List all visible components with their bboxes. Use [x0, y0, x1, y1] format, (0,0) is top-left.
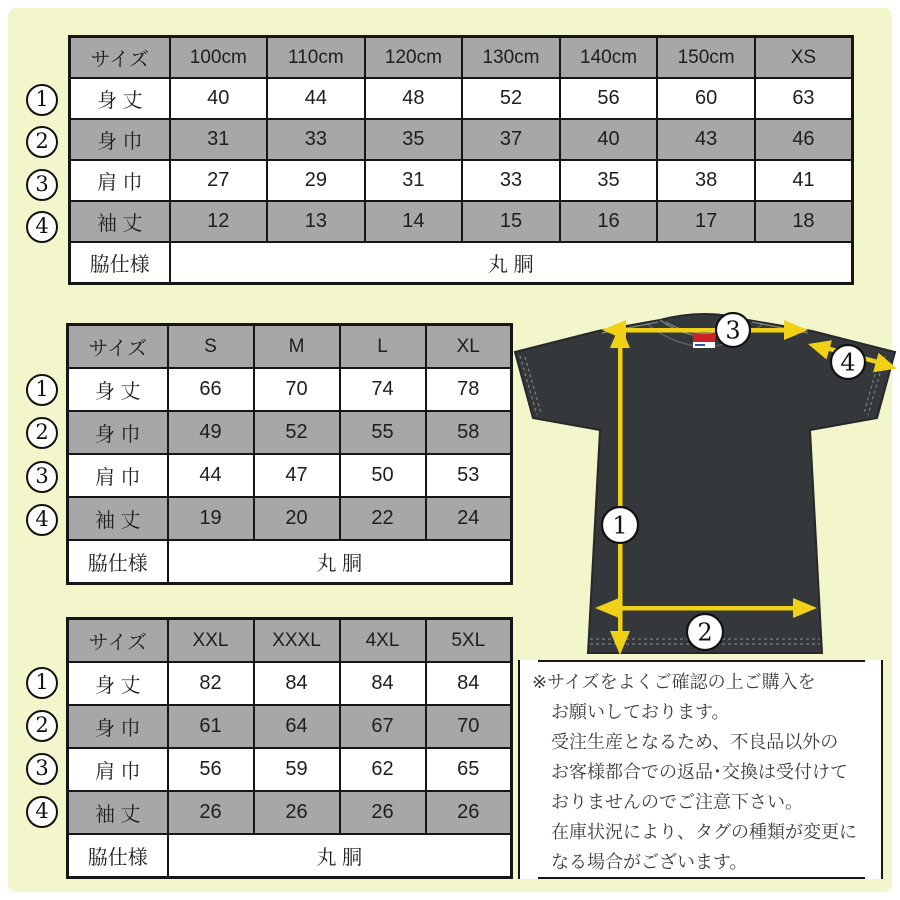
marker-digit: 4: [35, 507, 49, 531]
measure-value-cell: 31: [365, 160, 463, 201]
size-column-header: 100cm: [170, 37, 268, 79]
size-table-plus: [66, 617, 513, 879]
diagram-marker-4: [831, 345, 865, 379]
size-column-header: 5XL: [426, 619, 512, 663]
measure-row: [68, 662, 512, 705]
size-column-header: L: [340, 325, 426, 369]
arrow-length-line: [618, 345, 623, 633]
measure-value-cell: 24: [426, 497, 512, 540]
purchase-note-text: [532, 667, 877, 877]
marker-digit: 1: [612, 511, 628, 540]
size-header-cell: サイズ: [68, 325, 168, 369]
marker-digit: 2: [697, 618, 713, 647]
measure-row: [68, 705, 512, 748]
measure-marker-2: [26, 710, 58, 742]
measure-marker-4: [26, 504, 58, 536]
adult-size-table: [66, 323, 513, 585]
measure-row: [68, 454, 512, 497]
side-spec-value: 丸 胴: [168, 540, 512, 584]
measure-row: [68, 791, 512, 834]
measure-row-label: 袖 丈: [68, 497, 168, 540]
measure-value-cell: 62: [340, 748, 426, 791]
marker-digit: 4: [35, 214, 49, 238]
size-column-header: S: [168, 325, 254, 369]
measure-row: [70, 201, 853, 242]
marker-digit: 3: [35, 756, 49, 780]
size-table-adult: [66, 323, 513, 585]
measure-row-label: 肩 巾: [68, 748, 168, 791]
measure-value-cell: 38: [657, 160, 755, 201]
marker-digit: 4: [35, 799, 49, 823]
measure-value-cell: 44: [168, 454, 254, 497]
marker-digit: 3: [35, 172, 49, 196]
measure-value-cell: 53: [426, 454, 512, 497]
measure-value-cell: 48: [365, 78, 463, 119]
measure-value-cell: 82: [168, 662, 254, 705]
measure-row-label: 身 丈: [70, 78, 170, 119]
note-line: なる場合がございます。: [551, 852, 748, 872]
size-header-cell: サイズ: [68, 619, 168, 663]
size-table-kids: [68, 35, 854, 285]
side-spec-value: 丸 胴: [170, 242, 853, 284]
tshirt-measure-diagram: [505, 303, 900, 659]
measure-row-label: 身 巾: [68, 705, 168, 748]
size-column-header: XXL: [168, 619, 254, 663]
measure-value-cell: 40: [170, 78, 268, 119]
measure-row-label: 袖 丈: [70, 201, 170, 242]
marker-digit: 4: [840, 348, 856, 377]
measure-value-cell: 66: [168, 368, 254, 411]
note-line: ※サイズをよくご確認の上ご購入を: [532, 672, 816, 692]
size-column-header: XL: [426, 325, 512, 369]
measure-value-cell: 84: [254, 662, 340, 705]
note-border-top: [538, 660, 865, 662]
measure-value-cell: 63: [755, 78, 853, 119]
measure-marker-1: [26, 374, 58, 406]
measure-value-cell: 29: [267, 160, 365, 201]
size-column-header: 150cm: [657, 37, 755, 79]
marker-digit: 3: [35, 464, 49, 488]
size-column-header: 130cm: [462, 37, 560, 79]
note-border-bottom: [538, 877, 865, 879]
measure-marker-3: [26, 753, 58, 785]
header-row: [68, 619, 512, 663]
measure-value-cell: 14: [365, 201, 463, 242]
measure-value-cell: 35: [365, 119, 463, 160]
measure-value-cell: 17: [657, 201, 755, 242]
side-spec-row: [68, 540, 512, 584]
measure-value-cell: 37: [462, 119, 560, 160]
measure-value-cell: 47: [254, 454, 340, 497]
plus-size-table: [66, 617, 513, 879]
measure-value-cell: 13: [267, 201, 365, 242]
measure-value-cell: 40: [560, 119, 658, 160]
measure-row: [70, 160, 853, 201]
measure-row-label: 身 丈: [68, 662, 168, 705]
measure-row-label: 肩 巾: [68, 454, 168, 497]
measure-value-cell: 16: [560, 201, 658, 242]
measure-row-label: 身 巾: [68, 411, 168, 454]
arrow-shoulder-line: [620, 328, 790, 333]
diagram-marker-2: [687, 614, 723, 650]
measure-value-cell: 64: [254, 705, 340, 748]
measure-row: [70, 119, 853, 160]
measure-value-cell: 56: [168, 748, 254, 791]
measure-value-cell: 12: [170, 201, 268, 242]
side-spec-label: 脇仕様: [68, 834, 168, 878]
measure-value-cell: 43: [657, 119, 755, 160]
marker-digit: 1: [35, 377, 49, 401]
note-border-left: [518, 660, 520, 879]
marker-digit: 2: [35, 713, 49, 737]
side-spec-row: [70, 242, 853, 284]
side-spec-row: [68, 834, 512, 878]
arrow-width-line: [615, 606, 797, 611]
measure-value-cell: 44: [267, 78, 365, 119]
collar-tag: [693, 334, 715, 348]
size-column-header: 110cm: [267, 37, 365, 79]
measure-value-cell: 65: [426, 748, 512, 791]
measure-row: [70, 78, 853, 119]
marker-digit: 3: [725, 316, 741, 345]
measure-value-cell: 26: [254, 791, 340, 834]
size-column-header: 4XL: [340, 619, 426, 663]
measure-value-cell: 84: [340, 662, 426, 705]
measure-value-cell: 49: [168, 411, 254, 454]
purchase-note-box: [518, 660, 883, 879]
header-row: [68, 325, 512, 369]
measure-value-cell: 46: [755, 119, 853, 160]
measure-value-cell: 41: [755, 160, 853, 201]
measure-marker-1: [26, 667, 58, 699]
note-border-right: [881, 660, 883, 879]
measure-value-cell: 74: [340, 368, 426, 411]
marker-digit: 2: [35, 420, 49, 444]
measure-row: [68, 411, 512, 454]
measure-value-cell: 56: [560, 78, 658, 119]
measure-value-cell: 84: [426, 662, 512, 705]
measure-value-cell: 55: [340, 411, 426, 454]
note-line: お客様都合での返品･交換は受付けて: [551, 762, 848, 782]
marker-digit: 1: [35, 87, 49, 111]
side-spec-value: 丸 胴: [168, 834, 512, 878]
measure-value-cell: 26: [426, 791, 512, 834]
size-header-cell: サイズ: [70, 37, 170, 79]
measure-value-cell: 50: [340, 454, 426, 497]
measure-row: [68, 368, 512, 411]
measure-value-cell: 31: [170, 119, 268, 160]
measure-row: [68, 497, 512, 540]
measure-marker-4: [26, 211, 58, 243]
measure-row-label: 肩 巾: [70, 160, 170, 201]
measure-marker-3: [26, 461, 58, 493]
measure-value-cell: 61: [168, 705, 254, 748]
measure-value-cell: 18: [755, 201, 853, 242]
measure-value-cell: 26: [340, 791, 426, 834]
measure-value-cell: 27: [170, 160, 268, 201]
measure-value-cell: 22: [340, 497, 426, 540]
measure-value-cell: 19: [168, 497, 254, 540]
kids-size-table: [68, 35, 854, 285]
measure-marker-2: [26, 417, 58, 449]
marker-digit: 1: [35, 670, 49, 694]
diagram-marker-1: [602, 507, 638, 543]
measure-value-cell: 20: [254, 497, 340, 540]
measure-value-cell: 58: [426, 411, 512, 454]
note-line: 受注生産となるため、不良品以外の: [551, 732, 839, 752]
measure-row-label: 身 巾: [70, 119, 170, 160]
header-row: [70, 37, 853, 79]
diagram-marker-3: [716, 313, 750, 347]
measure-value-cell: 33: [462, 160, 560, 201]
size-column-header: 140cm: [560, 37, 658, 79]
marker-digit: 2: [35, 129, 49, 153]
measure-value-cell: 33: [267, 119, 365, 160]
measure-row-label: 身 丈: [68, 368, 168, 411]
measure-marker-4: [26, 796, 58, 828]
measure-value-cell: 59: [254, 748, 340, 791]
measure-value-cell: 52: [254, 411, 340, 454]
measure-value-cell: 70: [254, 368, 340, 411]
size-column-header: 120cm: [365, 37, 463, 79]
measure-row-label: 袖 丈: [68, 791, 168, 834]
note-line: お願いしております。: [551, 702, 730, 722]
measure-value-cell: 35: [560, 160, 658, 201]
size-column-header: XXXL: [254, 619, 340, 663]
note-line: おりませんのでご注意下さい。: [551, 792, 803, 812]
measure-value-cell: 26: [168, 791, 254, 834]
measure-value-cell: 67: [340, 705, 426, 748]
measure-marker-2: [26, 126, 58, 158]
measure-value-cell: 78: [426, 368, 512, 411]
measure-marker-1: [26, 84, 58, 116]
measure-row: [68, 748, 512, 791]
measure-value-cell: 52: [462, 78, 560, 119]
size-column-header: M: [254, 325, 340, 369]
note-line: 在庫状況により、タグの種類が変更に: [551, 822, 857, 842]
measure-value-cell: 15: [462, 201, 560, 242]
measure-value-cell: 70: [426, 705, 512, 748]
side-spec-label: 脇仕様: [68, 540, 168, 584]
size-column-header: XS: [755, 37, 853, 79]
measure-marker-3: [26, 169, 58, 201]
measure-value-cell: 60: [657, 78, 755, 119]
side-spec-label: 脇仕様: [70, 242, 170, 284]
